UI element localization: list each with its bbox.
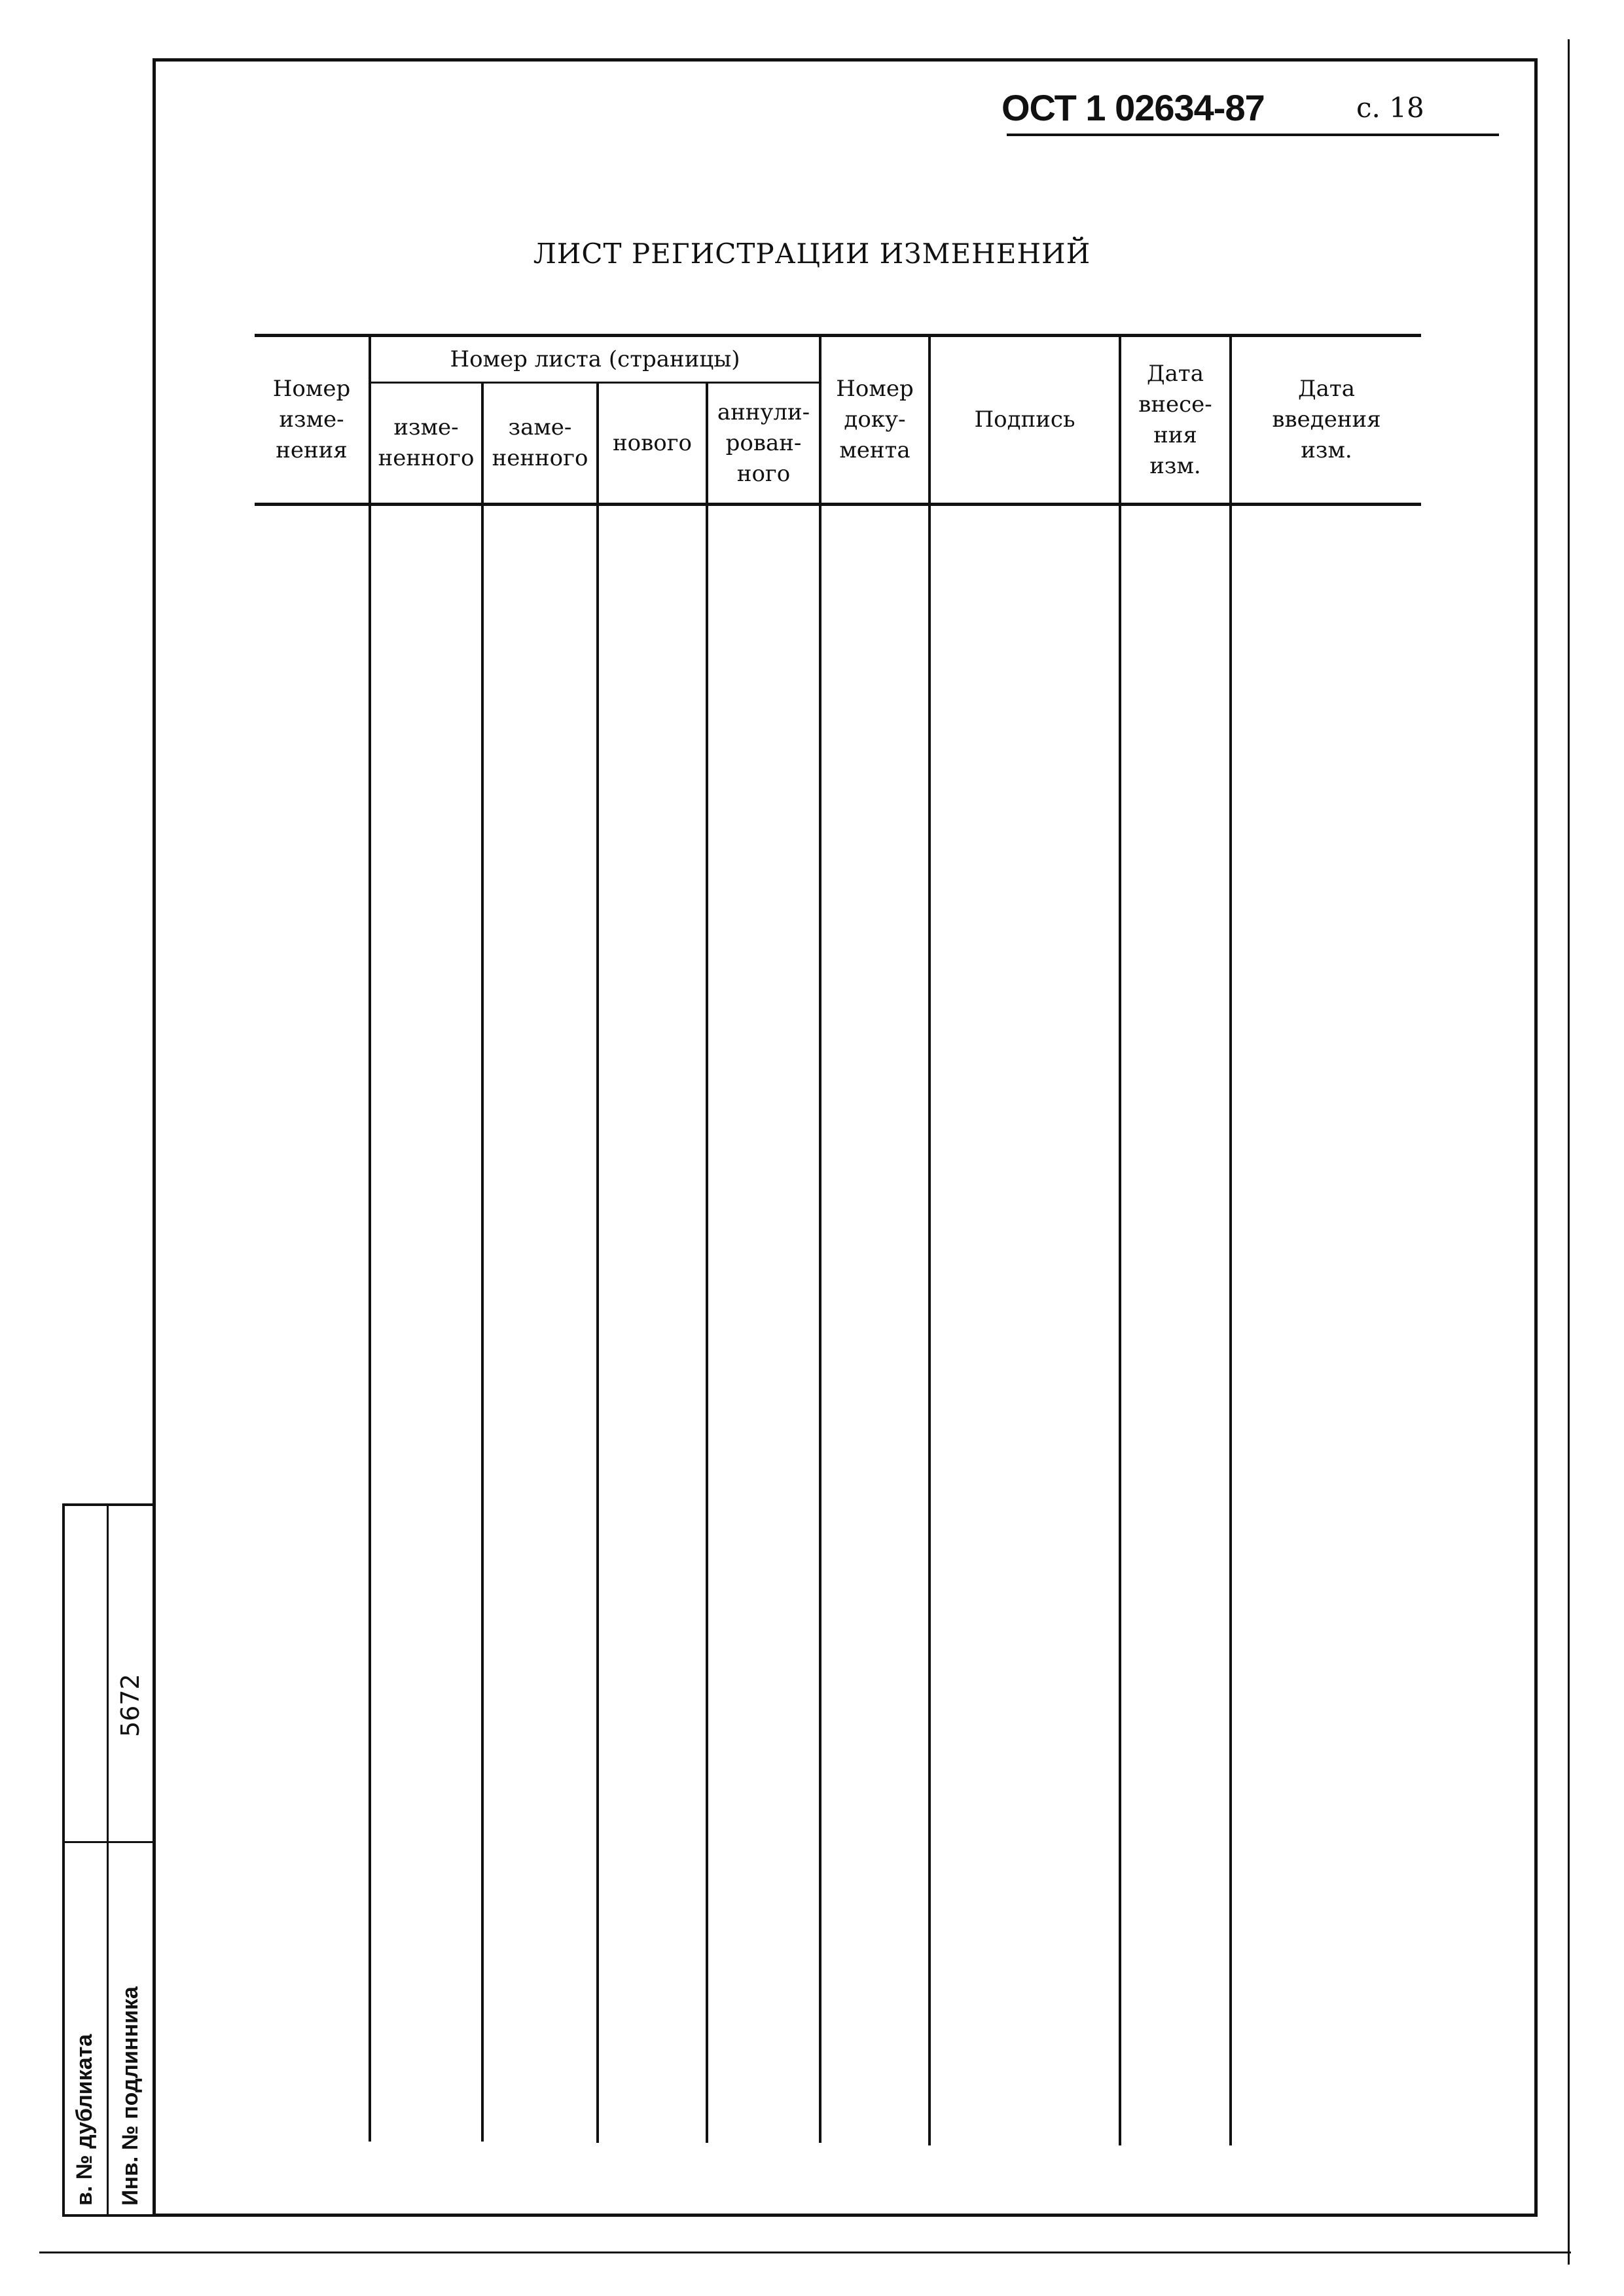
col-divider-3 [596,382,599,2143]
col-header-effective-date: Дата введения изм. [1272,376,1381,463]
col-header-replaced: заме- ненного [492,414,588,471]
stamp-top-border [62,1503,154,1506]
page-title: ЛИСТ РЕГИСТРАЦИИ ИЗМЕНЕНИЙ [533,238,1091,270]
col-header-change-number: Номер изме- нения [272,376,351,463]
original-number-label: Инв. № подлинника [118,1986,143,2206]
right-margin-line [1568,39,1570,2265]
stamp-left-border [62,1503,65,2217]
col-divider-4 [706,382,708,2143]
table-header-bottom-rule [255,503,1421,506]
bottom-margin-line [39,2251,1571,2253]
document-code: ОСТ 1 02634-87 [1001,87,1265,128]
col-divider-6 [928,335,931,2145]
col-header-annulled: аннули- рован- ного [717,399,810,487]
col-divider-2 [481,382,484,2142]
stamp-mid-border [107,1503,109,2217]
col-divider-5 [819,335,821,2143]
col-divider-8 [1229,335,1232,2145]
col-header-entry-date: Дата внесе- ния изм. [1138,360,1212,479]
stamp-row-divider [62,1841,154,1843]
col-header-signature: Подпись [974,406,1075,433]
col-header-document-number: Номер доку- мента [836,376,914,463]
group-header-sheet-number: Номер листа (страницы) [450,346,740,372]
page-number: с. 18 [1356,92,1424,124]
header-underline [1007,134,1499,136]
stamp-bottom-border [62,2214,154,2217]
original-inventory-number: 5672 [116,1674,145,1737]
col-divider-7 [1119,335,1121,2145]
col-header-changed: изме- ненного [378,414,475,471]
col-divider-1 [369,335,371,2142]
col-header-new: нового [612,429,693,456]
duplicate-number-label: в. № дубликата [72,2034,97,2206]
